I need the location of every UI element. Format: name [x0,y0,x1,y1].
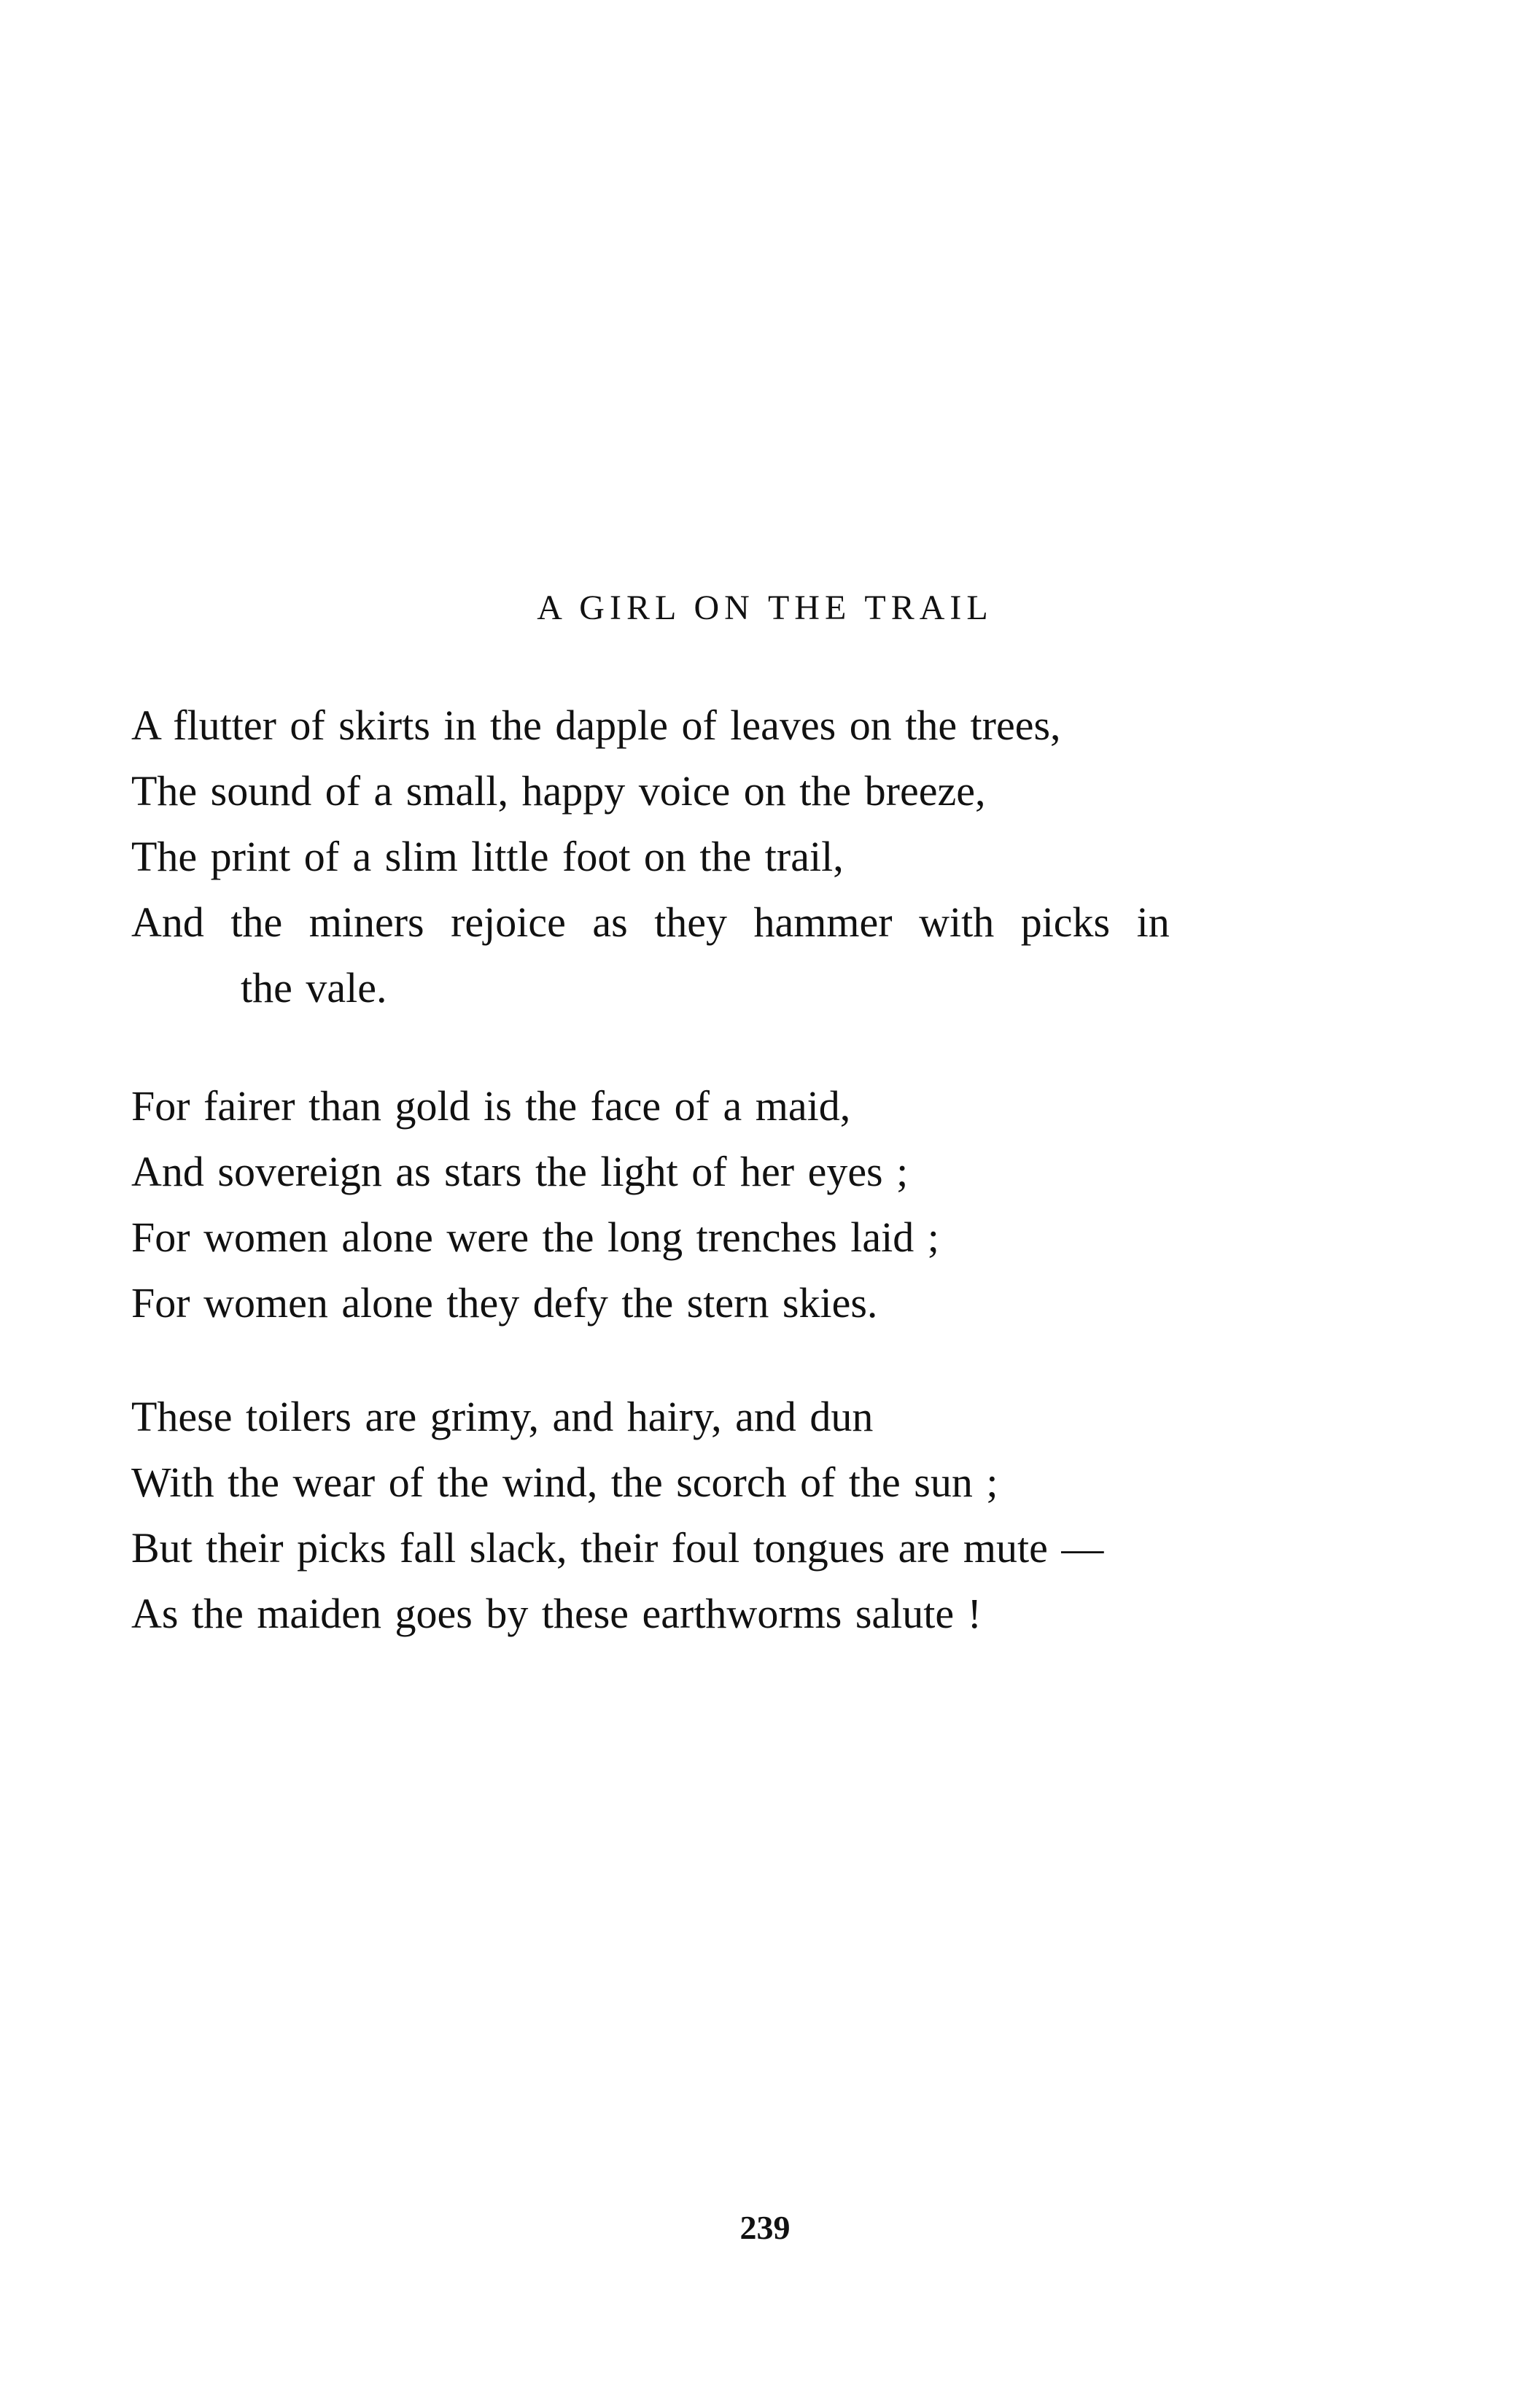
poem-title: A GIRL ON THE TRAIL [537,589,993,627]
poem-line: For women alone they defy the stern skies. [131,1279,878,1327]
poem-line: And sovereign as stars the light of her eyes ; [131,1148,909,1195]
page-number: 239 [739,2209,791,2246]
poem-line: These toilers are grimy, and hairy, and dun [131,1393,874,1440]
stanza-3 [131,1384,1459,1647]
poem-line: For women alone were the long trenches laid ; [131,1213,939,1261]
poem-line: A flutter of skirts in the dapple of leaves on the trees, [131,702,1061,749]
poem-line-continuation: the vale. [241,964,387,1011]
poem-line: The sound of a small, happy voice on the breeze, [131,767,986,815]
poem-line: But their picks fall slack, their foul tongues are mute — [131,1524,1104,1572]
stanza-2 [131,1073,1459,1336]
poem-line: The print of a slim little foot on the trail, [131,833,844,880]
poem-line: As the maiden goes by these earthworms salute ! [131,1590,982,1637]
poem-line: For fairer than gold is the face of a maid, [131,1082,851,1130]
poem-line: And the miners rejoice as they hammer with picks in [131,898,1170,946]
stanza-1 [131,693,1459,1021]
poem-line: With the wear of the wind, the scorch of the sun ; [131,1459,998,1506]
